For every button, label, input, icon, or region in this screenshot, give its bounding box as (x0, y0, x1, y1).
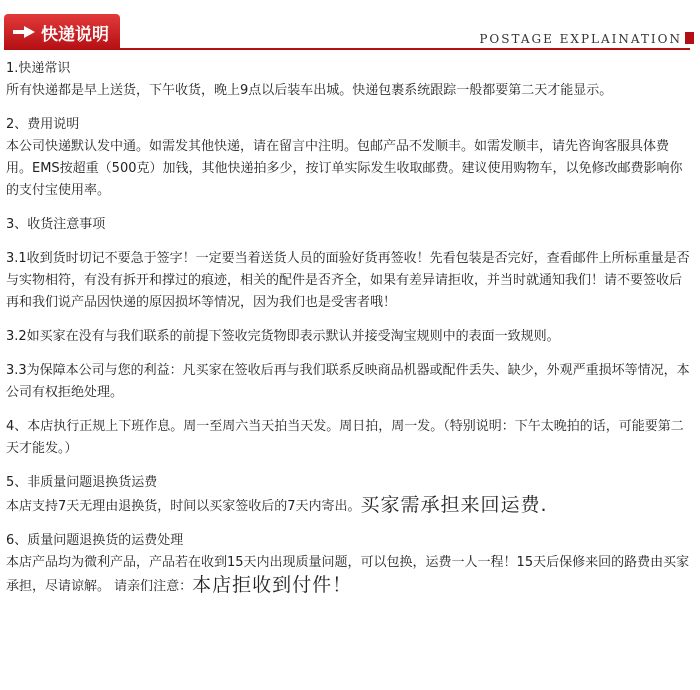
policy-content (6, 58, 690, 598)
section-3-1: 3.1收到货时切记不要急于签字！一定要当着送货人员的面验好货再签收！先看包装是否完好，查看邮件上所标重量是否与实物相符，有没有拆开和撑过的痕迹，相关的配件是否齐全，如果有差异请拒收，并当时就通知我们！请不要签收后再和我们说产品因快递的原因损坏等情况，因为我们也是受害者哦！ (6, 251, 690, 310)
header-title: 快递说明 (41, 24, 109, 45)
section-5-emphasis: 买家需承担来回运费. (360, 494, 548, 516)
section-1-heading: 1.快递常识 (6, 61, 71, 76)
section-3-3: 3.3为保障本公司与您的利益：凡买家在签收后再与我们联系反映商品机器或配件丢失、缺少，外观严重损坏等情况，本公司有权拒绝处理。 (6, 363, 690, 400)
postage-label: POSTAGE EXPLAINATION (479, 32, 682, 46)
section-6-emphasis: 本店拒收到付件！ (192, 574, 353, 596)
section-1-body: 所有快递都是早上送货，下午收货，晚上9点以后装车出城。快递包裹系统跟踪一般都要第二天才能显示。 (6, 83, 613, 98)
section-header (0, 0, 700, 54)
section-3-2: 3.2如买家在没有与我们联系的前提下签收完货物即表示默认并接受淘宝规则中的表面一致规则。 (6, 329, 560, 344)
arrow-right-icon (13, 26, 35, 38)
section-4: 4、本店执行正规上下班作息。周一至周六当天拍当天发。周日拍，周一发。（特别说明：下午太晚拍的话，可能要第二天才能发。） (6, 419, 684, 456)
header-divider (4, 48, 690, 50)
section-6-body (6, 552, 690, 598)
section-6-heading: 6、质量问题退换货的运费处理 (6, 533, 184, 548)
section-5-body (6, 494, 690, 518)
section-6-text: 本店产品均为微利产品，产品若在收到15天内出现质量问题，可以包换，运费一人一程！15天后保修来回的路费由买家承担，尽请谅解。 请亲们注意： (6, 555, 690, 594)
section-2-body: 本公司快递默认发中通。如需发其他快递，请在留言中注明。包邮产品不发顺丰。如需发顺丰，请先咨询客服具体费用。EMS按超重（500克）加钱，其他快递拍多少，按订单实际发生收取邮费。建议使用购物车，以免修改邮费影响你的支付宝使用率。 (6, 139, 683, 198)
section-5-heading: 5、非质量问题退换货运费 (6, 475, 158, 490)
section-2-heading: 2、费用说明 (6, 117, 80, 132)
section-5-text: 本店支持7天无理由退换货，时间以买家签收后的7天内寄出。 (6, 499, 361, 514)
header-marker (685, 32, 694, 44)
section-3-heading: 3、收货注意事项 (6, 217, 106, 232)
header-tab (4, 14, 120, 50)
